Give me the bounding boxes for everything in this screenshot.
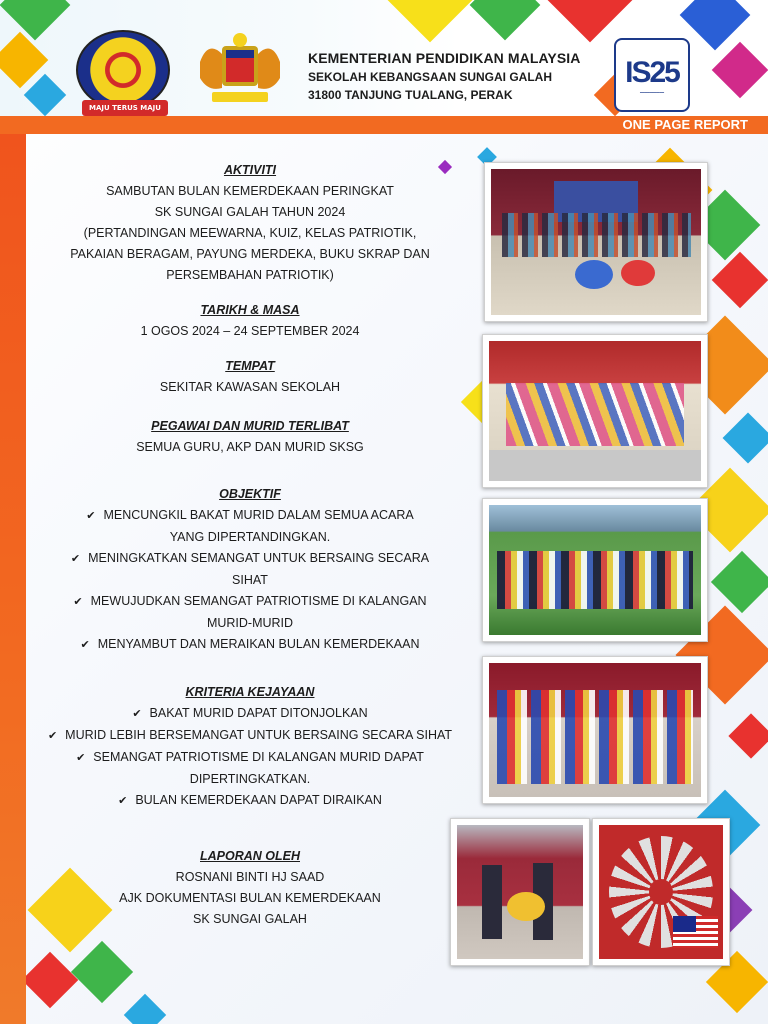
report-label: ONE PAGE REPORT [622,117,748,132]
ministry-title: KEMENTERIAN PENDIDIKAN MALAYSIA [308,50,581,66]
photo-merdeka-umbrella [592,818,730,966]
laporan-school: SK SUNGAI GALAH [193,912,307,926]
aktiviti-line: PERSEMBAHAN PATRIOTIK) [166,268,334,282]
aktiviti-line: SK SUNGAI GALAH TAHUN 2024 [154,205,346,219]
laporan-heading: LAPORAN OLEH [200,849,300,863]
is25-logo-mark: IS25 [625,55,679,89]
kriteria-item: ✔ SEMANGAT PATRIOTISME DI KALANGAN MURID DAPAT [30,747,470,769]
malaysia-coat-of-arms-icon [194,32,286,108]
aktiviti-line: PAKAIAN BERAGAM, PAYUNG MERDEKA, BUKU SKRAP DAN [70,247,430,261]
is25-logo [614,38,690,112]
section-tarikh [30,300,470,342]
objektif-heading: OBJEKTIF [219,487,281,501]
objektif-item: ✔ MENYAMBUT DAN MERAIKAN BULAN KEMERDEKAAN [30,634,470,656]
kriteria-item: ✔ BAKAT MURID DAPAT DITONJOLKAN [30,703,470,725]
objektif-item: ✔ MENINGKATKAN SEMANGAT UNTUK BERSAING SECARA [30,548,470,570]
kriteria-item-cont: DIPERTINGKATKAN. [189,772,311,786]
school-logo [76,30,170,110]
objektif-item: ✔ MEWUJUDKAN SEMANGAT PATRIOTISME DI KALANGAN [30,591,470,613]
tarikh-heading: TARIKH & MASA [200,303,300,317]
school-name: SEKOLAH KEBANGSAAN SUNGAI GALAH [308,70,553,84]
laporan-role: AJK DOKUMENTASI BULAN KEMERDEKAAN [119,891,381,905]
tempat-heading: TEMPAT [225,359,275,373]
photo-scrapbook-display [482,334,708,488]
photo-stage-performance [484,162,708,322]
is25-logo-caption: ━━━━━━━━━━ [639,89,665,95]
section-kriteria [30,682,470,812]
kriteria-item: ✔ BULAN KEMERDEKAAN DAPAT DIRAIKAN [30,790,470,812]
section-laporan [30,846,470,930]
laporan-name: ROSNANI BINTI HJ SAAD [175,870,325,884]
aktiviti-line: (PERTANDINGAN MEEWARNA, KUIZ, KELAS PATRIOTIK, [83,226,417,240]
photo-award-presentation [450,818,590,966]
left-accent-strip [0,134,26,1024]
photo-students-costumes [482,656,708,804]
kriteria-heading: KRITERIA KEJAYAAN [185,685,315,699]
section-aktiviti [30,160,470,286]
tarikh-value: 1 OGOS 2024 – 24 SEPTEMBER 2024 [140,324,360,338]
pegawai-value: SEMUA GURU, AKP DAN MURID SKSG [136,440,364,454]
school-address: 31800 TANJUNG TUALANG, PERAK [308,88,513,102]
objektif-item: ✔ MENCUNGKIL BAKAT MURID DALAM SEMUA ACARA [30,505,470,527]
section-objektif [30,484,470,656]
section-pegawai [30,416,470,458]
photo-students-outdoor [482,498,708,642]
objektif-item-cont: MURID-MURID [206,616,294,630]
header-titles [308,50,581,102]
school-logo-motto: MAJU TERUS MAJU [82,100,168,116]
tempat-value: SEKITAR KAWASAN SEKOLAH [159,380,341,394]
objektif-item-cont: YANG DIPERTANDINGKAN. [169,530,331,544]
report-bar [0,116,768,134]
aktiviti-line: SAMBUTAN BULAN KEMERDEKAAN PERINGKAT [106,184,394,198]
pegawai-heading: PEGAWAI DAN MURID TERLIBAT [151,419,349,433]
aktiviti-heading: AKTIVITI [223,163,277,177]
kriteria-item: ✔ MURID LEBIH BERSEMANGAT UNTUK BERSAING SECARA SIHAT [30,725,470,747]
objektif-item-cont: SIHAT [232,573,268,587]
section-tempat [30,356,470,398]
report-content [30,160,470,938]
header-banner [0,0,768,116]
